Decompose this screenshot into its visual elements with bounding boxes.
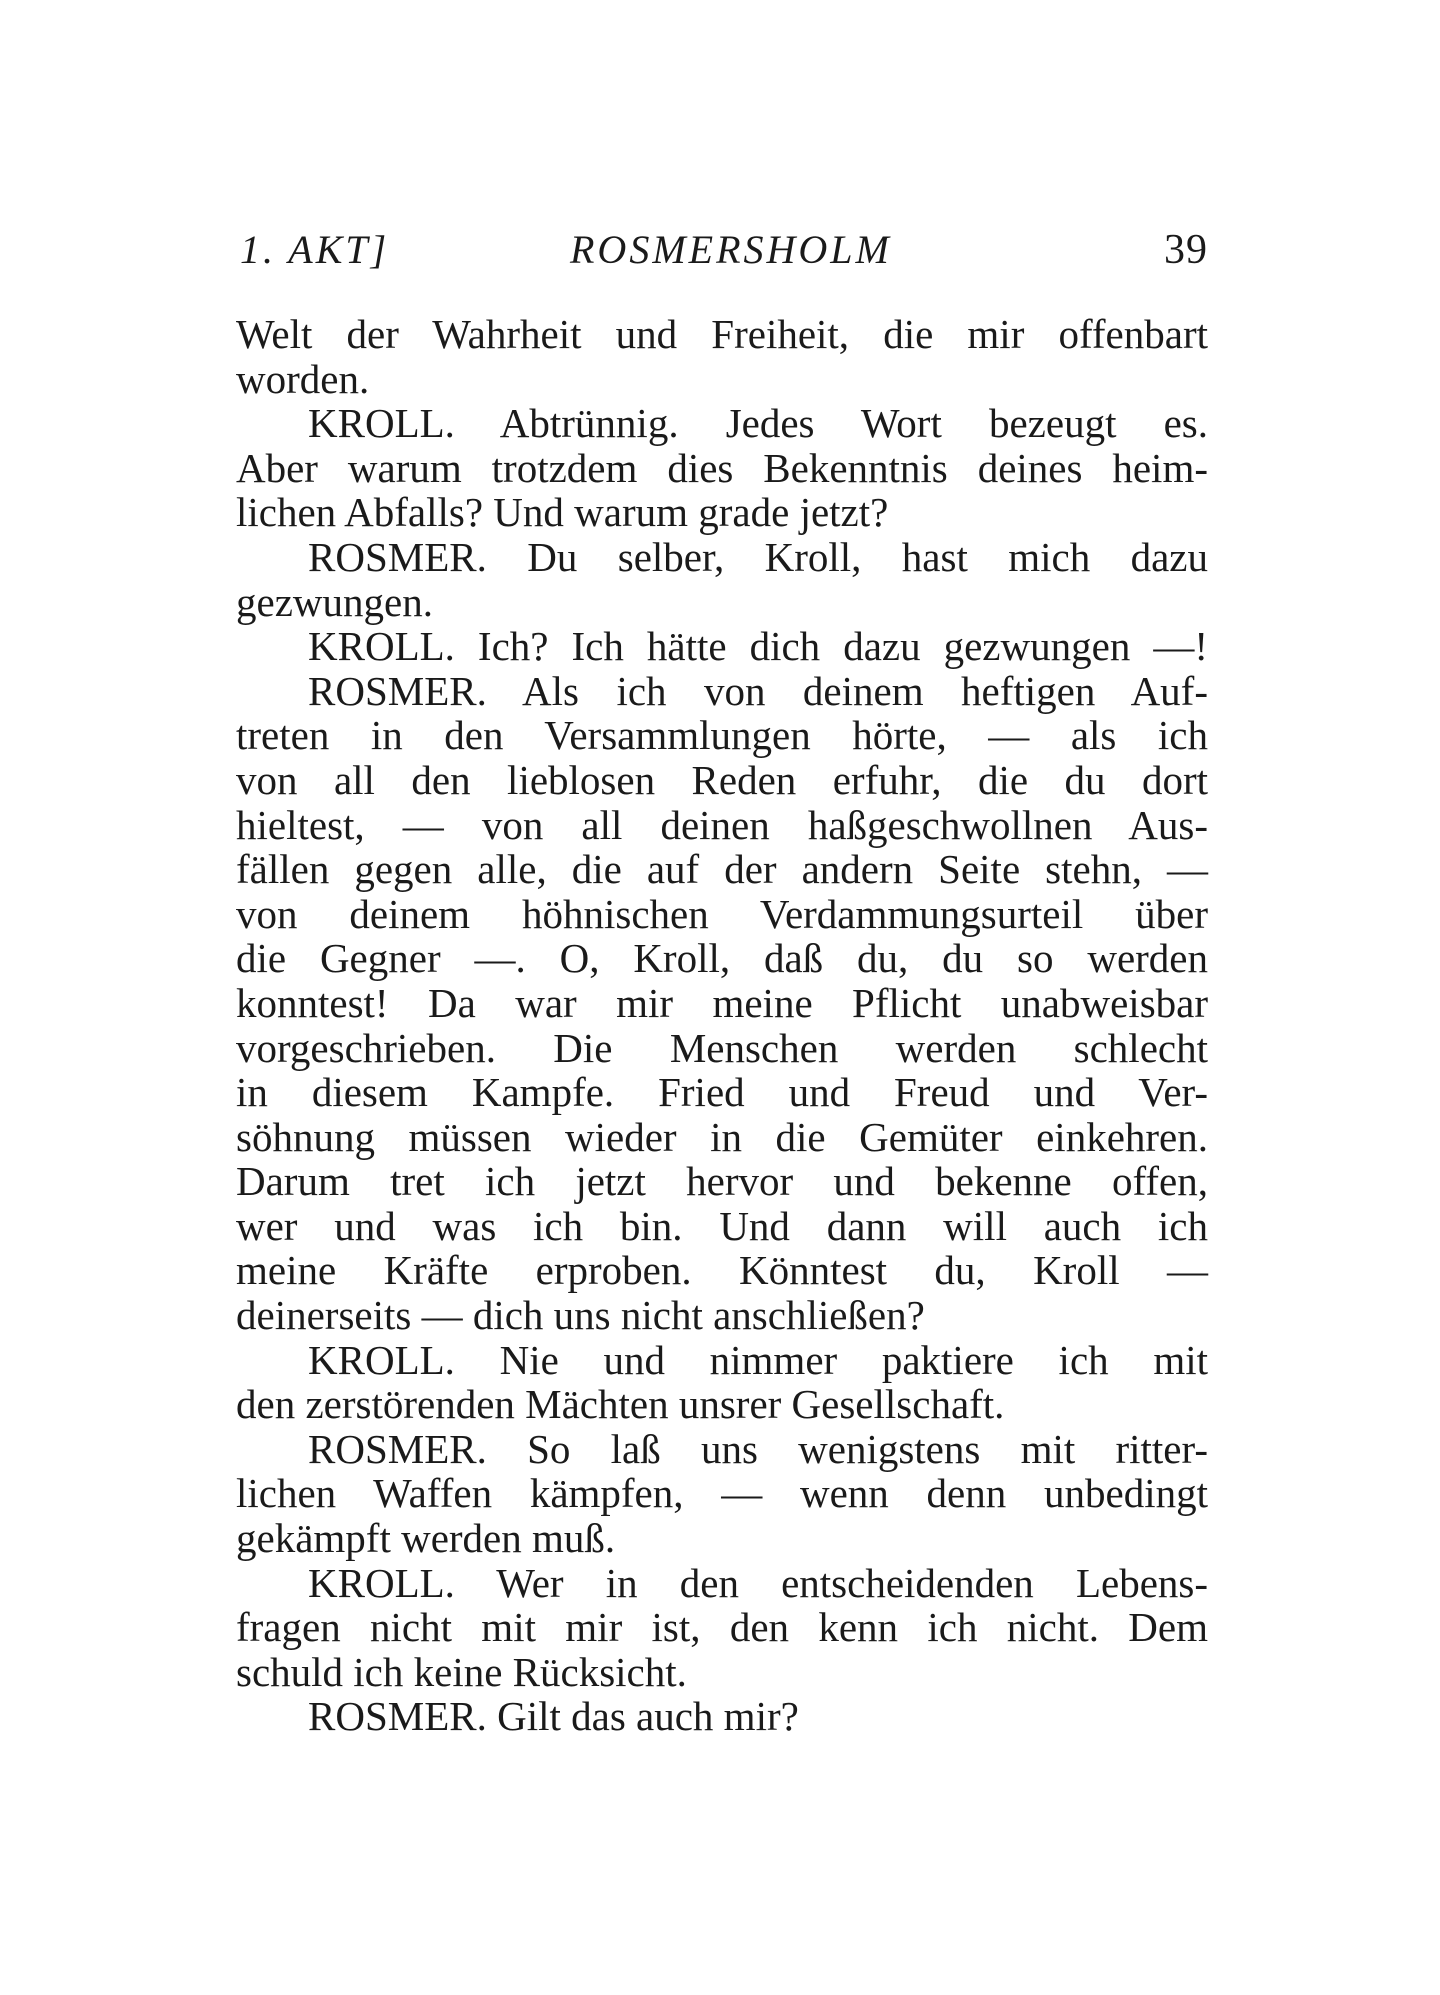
- text-line: ROSMER. Du selber, Kroll, hast mich dazu: [308, 533, 1208, 580]
- text-line: konntest! Da war mir meine Pflicht unabweisbar: [236, 979, 1208, 1026]
- text-line: von deinem höhnischen Verdammungsurteil über: [236, 890, 1208, 937]
- running-head-act: 1. AKT]: [240, 227, 390, 272]
- text-line: von all den lieblosen Reden erfuhr, die du dort: [236, 756, 1208, 803]
- text-line: Aber warum trotzdem dies Bekenntnis deines heim-: [236, 444, 1208, 491]
- text-line: fragen nicht mit mir ist, den kenn ich nicht. Dem: [236, 1604, 1208, 1651]
- text-line: worden.: [236, 355, 370, 402]
- text-line: vorgeschrieben. Die Menschen werden schlecht: [236, 1024, 1208, 1071]
- text-line: die Gegner —. O, Kroll, daß du, du so werden: [236, 935, 1208, 982]
- text-line: KROLL. Nie und nimmer paktiere ich mit: [308, 1336, 1208, 1383]
- text-line: Darum tret ich jetzt hervor und bekenne offen,: [236, 1158, 1208, 1205]
- text-line: in diesem Kampfe. Fried und Freud und Ver-: [236, 1069, 1208, 1116]
- text-line: den zerstörenden Mächten unsrer Gesellschaft.: [236, 1381, 1005, 1428]
- text-line: lichen Waffen kämpfen, — wenn denn unbedingt: [236, 1470, 1208, 1517]
- text-body: [236, 312, 1208, 1739]
- text-line: ROSMER. So laß uns wenigstens mit ritter-: [308, 1425, 1208, 1472]
- text-line: ROSMER. Als ich von deinem heftigen Auf-: [308, 667, 1208, 714]
- text-line: KROLL. Abtrünnig. Jedes Wort bezeugt es.: [308, 400, 1208, 447]
- text-line: fällen gegen alle, die auf der andern Seite stehn, —: [236, 846, 1208, 893]
- text-line: meine Kräfte erproben. Könntest du, Kroll —: [236, 1247, 1208, 1294]
- text-line: lichen Abfalls? Und warum grade jetzt?: [236, 489, 889, 536]
- text-line: gezwungen.: [236, 578, 433, 625]
- running-head-title: ROSMERSHOLM: [570, 227, 892, 272]
- running-head: [240, 220, 1208, 280]
- text-line: gekämpft werden muß.: [236, 1515, 616, 1562]
- text-line: deinerseits — dich uns nicht anschließen?: [236, 1292, 925, 1339]
- text-line: wer und was ich bin. Und dann will auch ich: [236, 1202, 1208, 1249]
- text-line: schuld ich keine Rücksicht.: [236, 1648, 687, 1695]
- text-line: KROLL. Ich? Ich hätte dich dazu gezwungen —!: [308, 623, 1208, 670]
- text-line: ROSMER. Gilt das auch mir?: [308, 1693, 799, 1740]
- text-line: hieltest, — von all deinen haßgeschwollnen Aus-: [236, 801, 1208, 848]
- page-number: 39: [1164, 227, 1208, 273]
- text-line: KROLL. Wer in den entscheidenden Lebens-: [308, 1559, 1208, 1606]
- text-line: söhnung müssen wieder in die Gemüter einkehren.: [236, 1113, 1208, 1160]
- text-line: treten in den Versammlungen hörte, — als ich: [236, 712, 1208, 759]
- text-line: Welt der Wahrheit und Freiheit, die mir offenbart: [236, 311, 1208, 357]
